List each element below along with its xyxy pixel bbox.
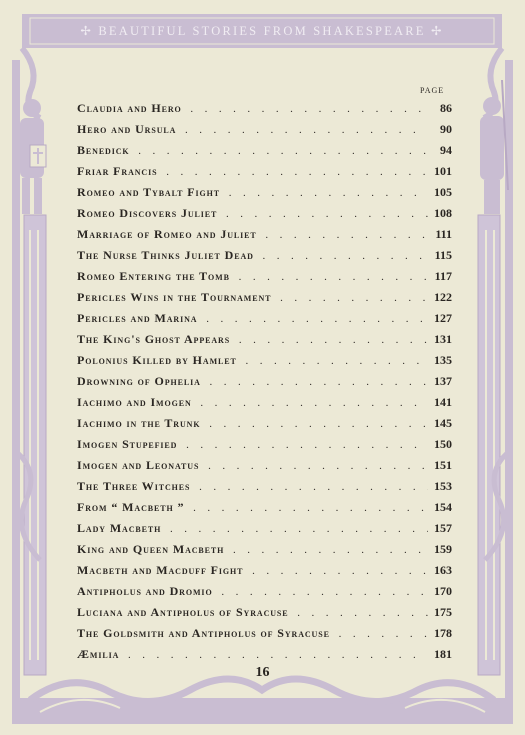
toc-entry-title: Hero and Ursula [77, 122, 177, 136]
dot-leader [161, 162, 428, 182]
toc-row [77, 224, 452, 245]
dot-leader [261, 225, 428, 245]
dot-leader [224, 183, 428, 203]
toc-row [77, 203, 452, 224]
toc-entry-page: 117 [434, 269, 452, 283]
toc-entry-page: 157 [434, 521, 452, 535]
dot-leader [228, 540, 428, 560]
toc-row [77, 413, 452, 434]
toc-entry-title: Luciana and Antipholus of Syracuse [77, 605, 289, 619]
toc-row [77, 182, 452, 203]
toc-entry-page: 145 [434, 416, 452, 430]
toc-row [77, 539, 452, 560]
toc-row [77, 602, 452, 623]
toc-row [77, 560, 452, 581]
dot-leader [241, 351, 428, 371]
toc-entry-title: Drowning of Ophelia [77, 374, 201, 388]
toc-row [77, 98, 452, 119]
toc-entry-page: 122 [434, 290, 452, 304]
toc-row [77, 623, 452, 644]
toc-entry-title: Imogen and Leonatus [77, 458, 200, 472]
toc-row [77, 140, 452, 161]
dot-leader [293, 603, 428, 623]
toc-entry-title: The Goldsmith and Antipholus of Syracuse [77, 626, 330, 640]
toc-entry-title: The King's Ghost Appears [77, 332, 231, 346]
toc-entry-title: Romeo Entering the Tomb [77, 269, 230, 283]
toc-row [77, 476, 452, 497]
toc-entry-page: 175 [434, 605, 452, 619]
dot-leader [134, 141, 428, 161]
toc-entry-page: 105 [434, 185, 452, 199]
toc-entry-page: 154 [434, 500, 452, 514]
toc-entry-title: Claudia and Hero [77, 101, 182, 115]
dot-leader [221, 204, 428, 224]
toc-entry-page: 86 [440, 101, 452, 115]
toc-entry-title: Lady Macbeth [77, 521, 162, 535]
toc-entry-title: Marriage of Romeo and Juliet [77, 227, 257, 241]
toc-entry-page: 111 [435, 227, 452, 241]
toc-entry-title: Romeo and Tybalt Fight [77, 185, 220, 199]
toc-entry-title: Æmilia [77, 647, 120, 661]
toc-row [77, 161, 452, 182]
toc-entry-title: From “ Macbeth ” [77, 500, 185, 514]
toc-row [77, 119, 452, 140]
dot-leader [205, 372, 428, 392]
dot-leader [201, 309, 428, 329]
toc-entry-page: 127 [434, 311, 452, 325]
toc-row [77, 329, 452, 350]
toc-row [77, 455, 452, 476]
toc-row [77, 434, 452, 455]
toc-entry-title: Antipholus and Dromio [77, 584, 213, 598]
toc-entry-title: The Nurse Thinks Juliet Dead [77, 248, 254, 262]
page-number: 16 [255, 665, 270, 680]
toc-entry-title: Polonius Killed by Hamlet [77, 353, 237, 367]
toc-row [77, 644, 452, 665]
toc-row [77, 308, 452, 329]
toc-entry-title: The Three Witches [77, 479, 191, 493]
dot-leader [123, 645, 428, 665]
toc-entry-title: Romeo Discovers Juliet [77, 206, 218, 220]
dot-leader [188, 498, 428, 518]
toc-entry-title: Benedick [77, 143, 130, 157]
dot-leader [194, 477, 428, 497]
toc-entry-title: Pericles Wins in the Tournament [77, 290, 272, 304]
toc-entry-title: Iachimo and Imogen [77, 395, 192, 409]
dot-leader [258, 246, 428, 266]
dot-leader [234, 267, 428, 287]
dot-leader [234, 330, 428, 350]
dot-leader [204, 414, 428, 434]
toc-entry-page: 159 [434, 542, 452, 556]
toc-entry-page: 131 [434, 332, 452, 346]
toc-entry-page: 178 [434, 626, 452, 640]
banner-title: ✢ BEAUTIFUL STORIES FROM SHAKESPEARE ✢ [80, 24, 444, 38]
toc-entry-title: Iachimo in the Trunk [77, 416, 201, 430]
dot-leader [196, 393, 428, 413]
toc-row [77, 287, 452, 308]
dot-leader [334, 624, 428, 644]
toc-entry-page: 150 [434, 437, 452, 451]
toc-row [77, 350, 452, 371]
bottom-band [12, 698, 513, 724]
dot-leader [247, 561, 428, 581]
toc-row [77, 371, 452, 392]
page-column-label: PAGE [420, 86, 445, 95]
right-figure [480, 80, 508, 214]
toc-entry-title: Pericles and Marina [77, 311, 198, 325]
toc-entry-title: Macbeth and Macduff Fight [77, 563, 244, 577]
illustrations-list [77, 98, 452, 665]
dot-leader [180, 120, 428, 140]
dot-leader [186, 99, 428, 119]
toc-row [77, 518, 452, 539]
toc-entry-page: 181 [434, 647, 452, 661]
toc-entry-page: 137 [434, 374, 452, 388]
toc-entry-title: King and Queen Macbeth [77, 542, 225, 556]
toc-row [77, 245, 452, 266]
toc-entry-page: 163 [434, 563, 452, 577]
left-knight-figure [20, 99, 46, 214]
dot-leader [203, 456, 428, 476]
toc-row [77, 497, 452, 518]
toc-entry-title: Imogen Stupefied [77, 437, 178, 451]
toc-entry-page: 90 [440, 122, 452, 136]
toc-entry-page: 170 [434, 584, 452, 598]
dot-leader [165, 519, 428, 539]
toc-entry-page: 94 [440, 143, 452, 157]
toc-entry-page: 108 [434, 206, 452, 220]
dot-leader [181, 435, 428, 455]
toc-row [77, 581, 452, 602]
toc-row [77, 266, 452, 287]
toc-row [77, 392, 452, 413]
dot-leader [275, 288, 428, 308]
toc-entry-page: 135 [434, 353, 452, 367]
toc-entry-title: Friar Francis [77, 164, 158, 178]
dot-leader [217, 582, 428, 602]
toc-entry-page: 141 [434, 395, 452, 409]
toc-entry-page: 151 [434, 458, 452, 472]
toc-entry-page: 115 [434, 248, 452, 262]
toc-entry-page: 153 [434, 479, 452, 493]
toc-entry-page: 101 [434, 164, 452, 178]
